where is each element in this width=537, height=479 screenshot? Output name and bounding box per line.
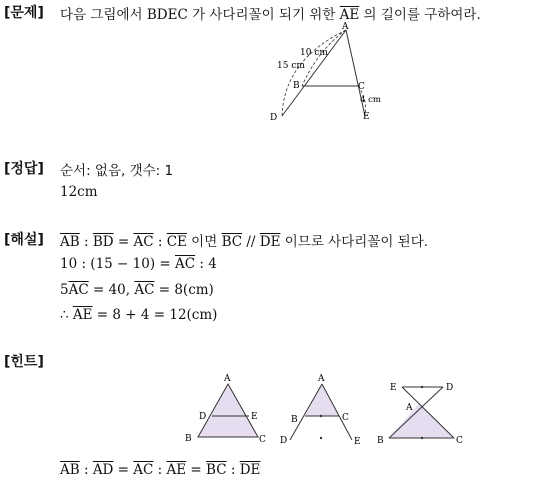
label-e: E <box>251 412 258 422</box>
label-d: D <box>270 113 278 123</box>
seg-ac: $\overline{AC}$ <box>175 256 196 272</box>
label-b: B <box>291 415 298 425</box>
eq3-result: = 8(cm) <box>154 282 214 298</box>
seg-ac: $\overline{AC}$ <box>68 282 89 298</box>
eq3-mid: = 40, <box>88 282 135 298</box>
seg-ac: $\overline{AC}$ <box>134 282 155 298</box>
solution-line1: $\overline{AB}$ : $\overline{BD} = \overline{AC}$ : $\overline{CE}$ 이면 $\overline{BC} // \overline{DE}$ 이므로 사다리꼴이 된다. <box>60 234 429 250</box>
problem-text-mid: 가 사다리꼴이 되기 위한 <box>187 7 340 23</box>
hint-label: [힌트] <box>4 354 44 370</box>
eq3-coef: 5 <box>60 282 69 298</box>
label-d: D <box>446 383 454 393</box>
label-len-ad: 15 cm <box>277 61 305 71</box>
label-c: C <box>259 435 266 445</box>
seg-ab: $\overline{AB}$ <box>60 234 80 250</box>
seg-bc: $\overline{BC}$ <box>206 462 227 478</box>
parallel-mark <box>320 415 322 417</box>
line-ad <box>282 30 346 116</box>
seg-ae: $\overline{AE}$ <box>166 462 187 478</box>
label-e: E <box>363 112 370 122</box>
label-d: D <box>199 412 207 422</box>
triangle-abc <box>198 384 258 437</box>
parallel-mark <box>421 437 423 439</box>
label-c: C <box>342 413 349 423</box>
seg-de: $\overline{DE}$ <box>239 462 261 478</box>
text-therefore: 이므로 사다리꼴이 된다. <box>280 234 429 250</box>
hint-figure-3 <box>372 372 470 448</box>
label-d: D <box>280 436 288 446</box>
label-b: B <box>377 436 384 446</box>
segment-ae: $\overline{AE}$ <box>339 7 360 23</box>
label-e: E <box>354 437 361 446</box>
solution-line2 <box>60 256 217 272</box>
label-e: E <box>390 383 397 393</box>
label-a: A <box>318 374 325 384</box>
solution-line4 <box>60 307 217 323</box>
label-len-ab: 10 cm <box>300 48 328 58</box>
label-b: B <box>293 81 300 91</box>
hint-figure-1 <box>182 372 272 446</box>
parallel-mark <box>320 437 322 439</box>
seg-ac: $\overline{AC}$ <box>133 234 154 250</box>
seg-ce: $\overline{CE}$ <box>166 234 187 250</box>
problem-figure <box>262 20 392 125</box>
seg-ae: $\overline{AE}$ <box>72 307 93 323</box>
eq2-left: 10 : (15 − 10) = <box>60 256 175 272</box>
seg-bd: $\overline{BD}$ <box>92 234 114 250</box>
seg-ac: $\overline{AC}$ <box>133 462 154 478</box>
seg-bc: $\overline{BC}$ <box>221 234 243 250</box>
shape-name: BDEC <box>146 7 188 23</box>
answer-line1: 순서: 없음, 갯수: 1 <box>60 163 174 179</box>
solution-label: [해설] <box>4 232 44 248</box>
hint-figure-2 <box>278 372 368 446</box>
eq4-result: = 8 + 4 = 12(cm) <box>92 307 218 323</box>
therefore-symbol: ∴ <box>60 307 73 323</box>
seg-de: $\overline{DE}$ <box>259 234 281 250</box>
seg-ad: $\overline{AD}$ <box>92 462 114 478</box>
parallel-mark <box>421 386 423 388</box>
seg-ab: $\overline{AB}$ <box>60 462 80 478</box>
problem-label: [문제] <box>4 5 44 21</box>
label-c: C <box>456 436 463 446</box>
answer-value: 12cm <box>60 184 98 200</box>
problem-text-pre: 다음 그림에서 <box>60 7 147 23</box>
label-b: B <box>185 434 192 444</box>
triangle-abc-shaded <box>389 404 454 438</box>
label-a: A <box>406 403 413 413</box>
problem-text-post: 의 길이를 구하여라. <box>359 7 481 23</box>
hint-formula: $\overline{AB}$ : $\overline{AD} = \overline{AC}$ : $\overline{AE} = \overline{BC}$ : $\overline{DE}$ <box>60 462 261 478</box>
text-if: 이면 <box>186 234 222 250</box>
solution-line3 <box>60 282 214 298</box>
answer-label: [정답] <box>4 161 44 177</box>
label-a: A <box>224 374 231 384</box>
eq2-right: : 4 <box>195 256 217 272</box>
triangle-abc-shaded <box>305 384 339 416</box>
label-c: C <box>358 82 365 92</box>
label-len-ce: 4 cm <box>360 95 381 105</box>
label-a: A <box>342 22 349 32</box>
